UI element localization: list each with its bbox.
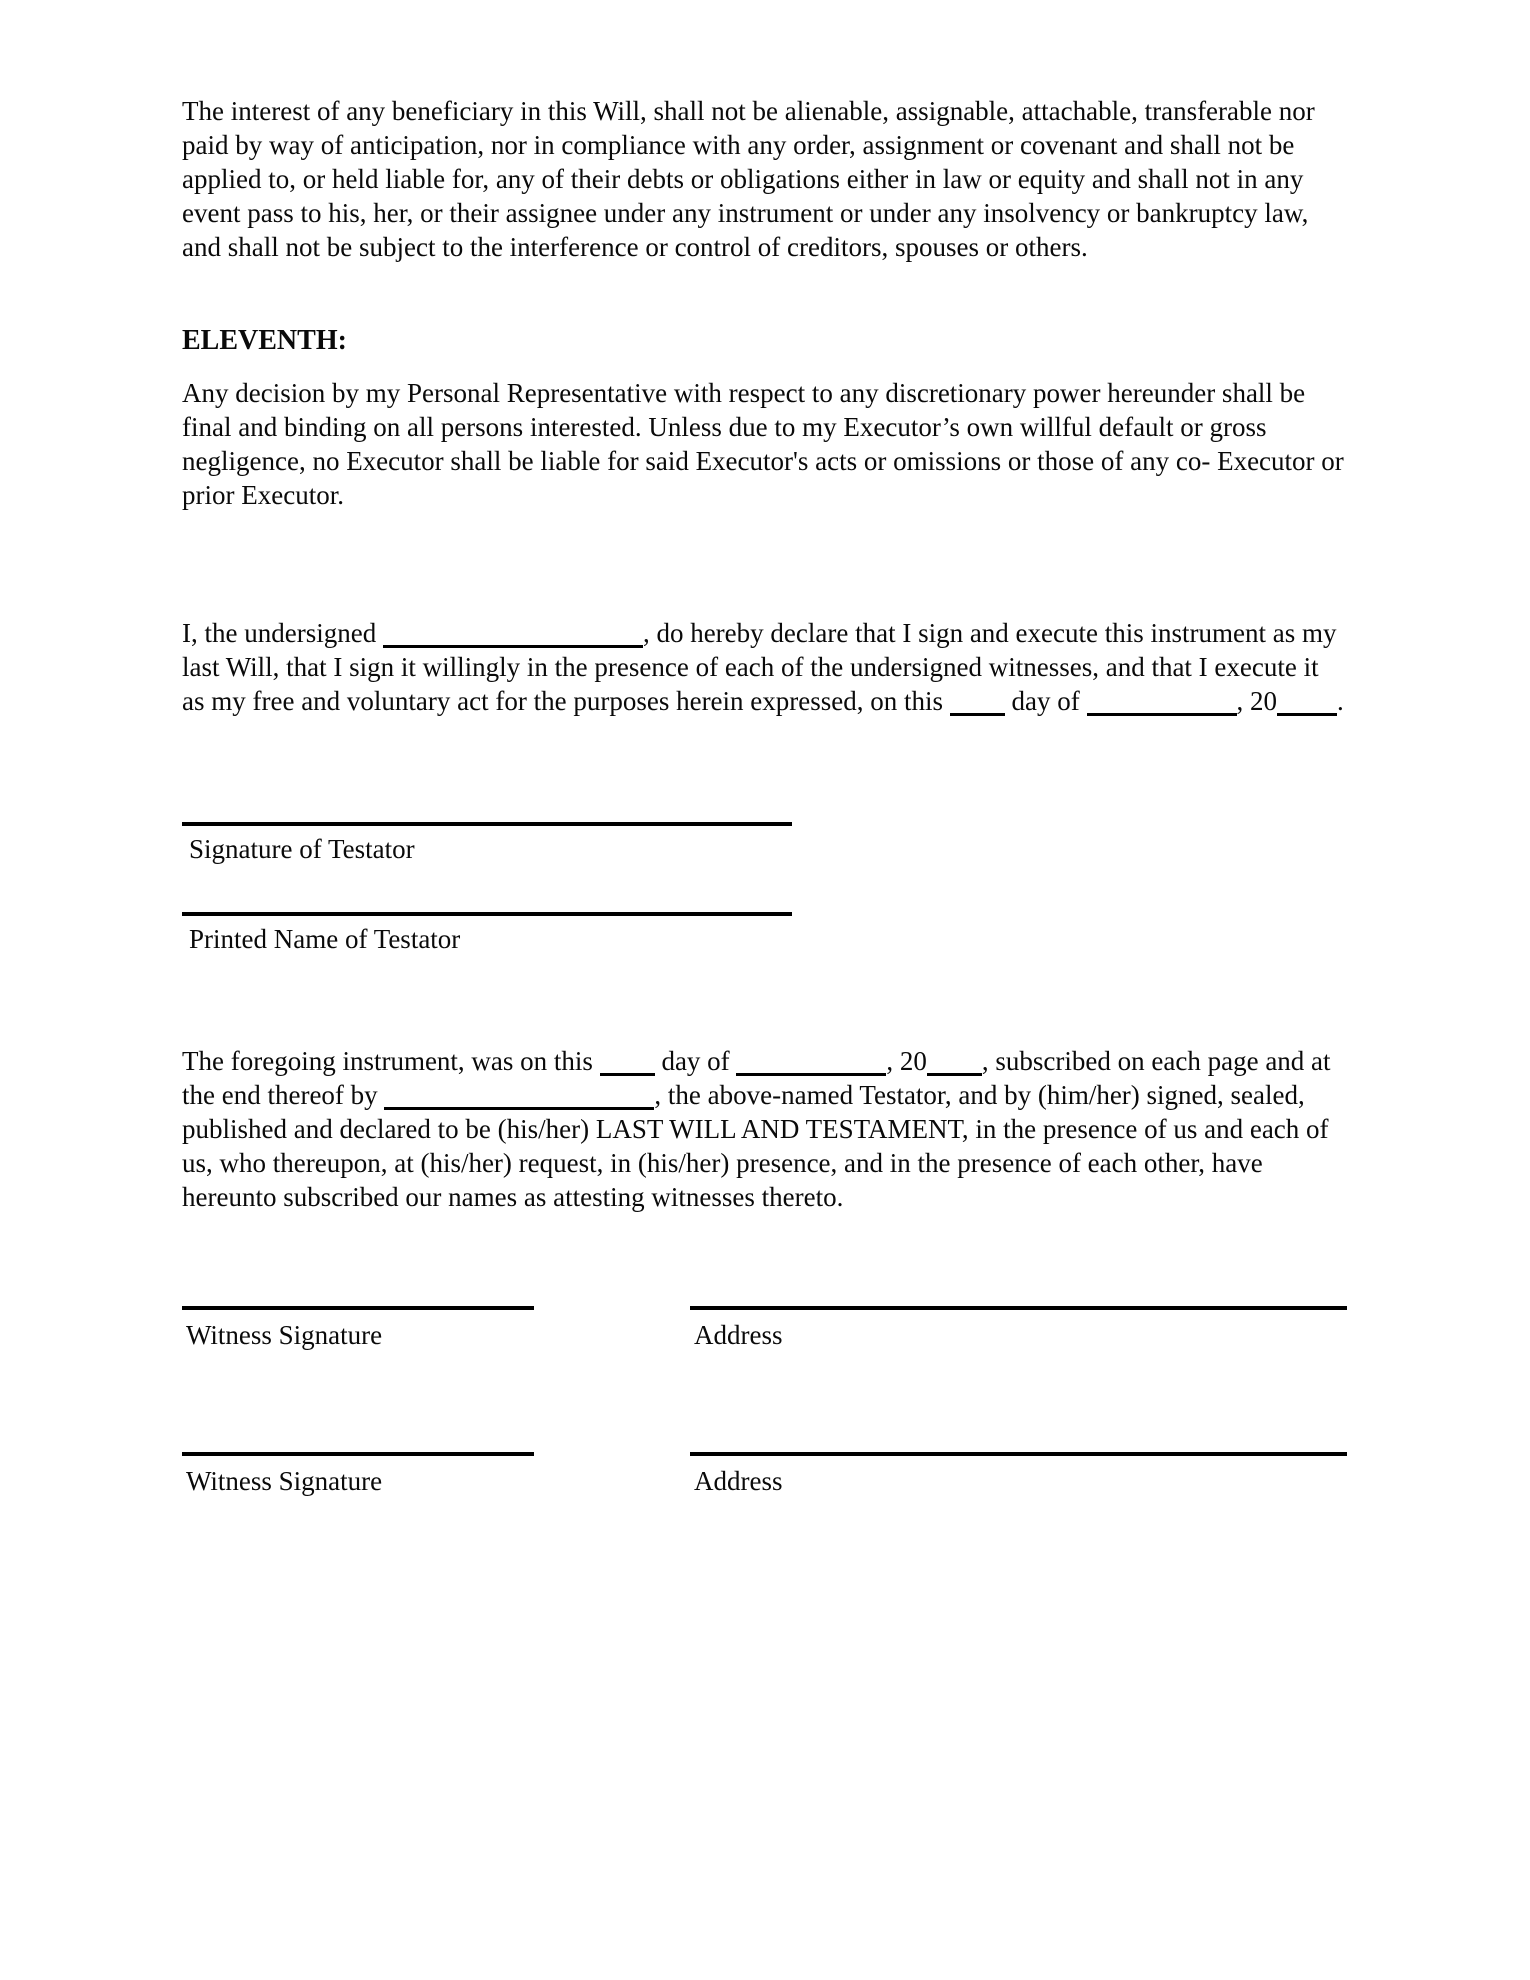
fill-in-blank xyxy=(927,1061,982,1076)
witness-attestation-paragraph: The foregoing instrument, was on this day of , 20 , subscribed on each page and at the end thereof by , the above-named Testator, and by (him/her) signed, sealed, published and declared to be (his/her) LAST WILL AND TESTAMENT, in the presence of us and each of us, who thereupon, at (his/her) request, in (his/her) presence, and in the presence of each other, have hereunto subscribed our names as attesting witnesses thereto. xyxy=(182,1046,1331,1212)
testator-printed-name-label: Printed Name of Testator xyxy=(189,924,461,954)
witness-row xyxy=(182,1306,1347,1352)
witness-signature-label: Witness Signature xyxy=(186,1466,383,1496)
fill-in-blank xyxy=(384,1095,654,1110)
witness-address-line xyxy=(690,1306,1347,1310)
fill-in-blank xyxy=(950,701,1005,716)
fill-in-blank xyxy=(1277,701,1337,716)
fill-in-blank xyxy=(383,633,643,648)
testator-signature-block xyxy=(182,822,1347,866)
testator-printed-name-block xyxy=(182,912,1347,956)
article-eleventh-paragraph: Any decision by my Personal Representative with respect to any discretionary power hereunder shall be final and binding on all persons interested. Unless due to my Executor’s own willful default or gross negligence, no Executor shall be liable for said Executor's acts or omissions or those of any co- Executor or prior Executor. xyxy=(182,378,1344,510)
witness-address-block xyxy=(690,1452,1347,1498)
witness-row xyxy=(182,1452,1347,1498)
witness-signature-block xyxy=(182,1306,690,1352)
testator-declaration-paragraph: I, the undersigned , do hereby declare that I sign and execute this instrument as my last Will, that I sign it willingly in the presence of each of the undersigned witnesses, and that I execute it as my free and voluntary act for the purposes herein expressed, on this day of , 20 . xyxy=(182,618,1344,716)
witness-address-block xyxy=(690,1306,1347,1352)
testator-signature-line xyxy=(182,822,792,826)
witness-address-label: Address xyxy=(694,1320,783,1350)
witness-signature-line xyxy=(182,1452,534,1456)
testator-printed-name-line xyxy=(182,912,792,916)
witness-signature-label: Witness Signature xyxy=(186,1320,383,1350)
fill-in-blank xyxy=(736,1061,886,1076)
testator-signature-label: Signature of Testator xyxy=(189,834,415,864)
article-eleventh-heading: ELEVENTH: xyxy=(182,325,347,356)
fill-in-blank xyxy=(1087,701,1237,716)
spendthrift-paragraph: The interest of any beneficiary in this Will, shall not be alienable, assignable, attachable, transferable nor paid by way of anticipation, nor in compliance with any order, assignment or covenant and shall not be applied to, or held liable for, any of their debts or obligations either in law or equity and shall not in any event pass to his, her, or their assignee under any instrument or under any insolvency or bankruptcy law, and shall not be subject to the interference or control of creditors, spouses or others. xyxy=(182,96,1315,262)
witness-address-label: Address xyxy=(694,1466,783,1496)
witness-address-line xyxy=(690,1452,1347,1456)
witness-signature-block xyxy=(182,1452,690,1498)
fill-in-blank xyxy=(600,1061,655,1076)
witness-signature-line xyxy=(182,1306,534,1310)
